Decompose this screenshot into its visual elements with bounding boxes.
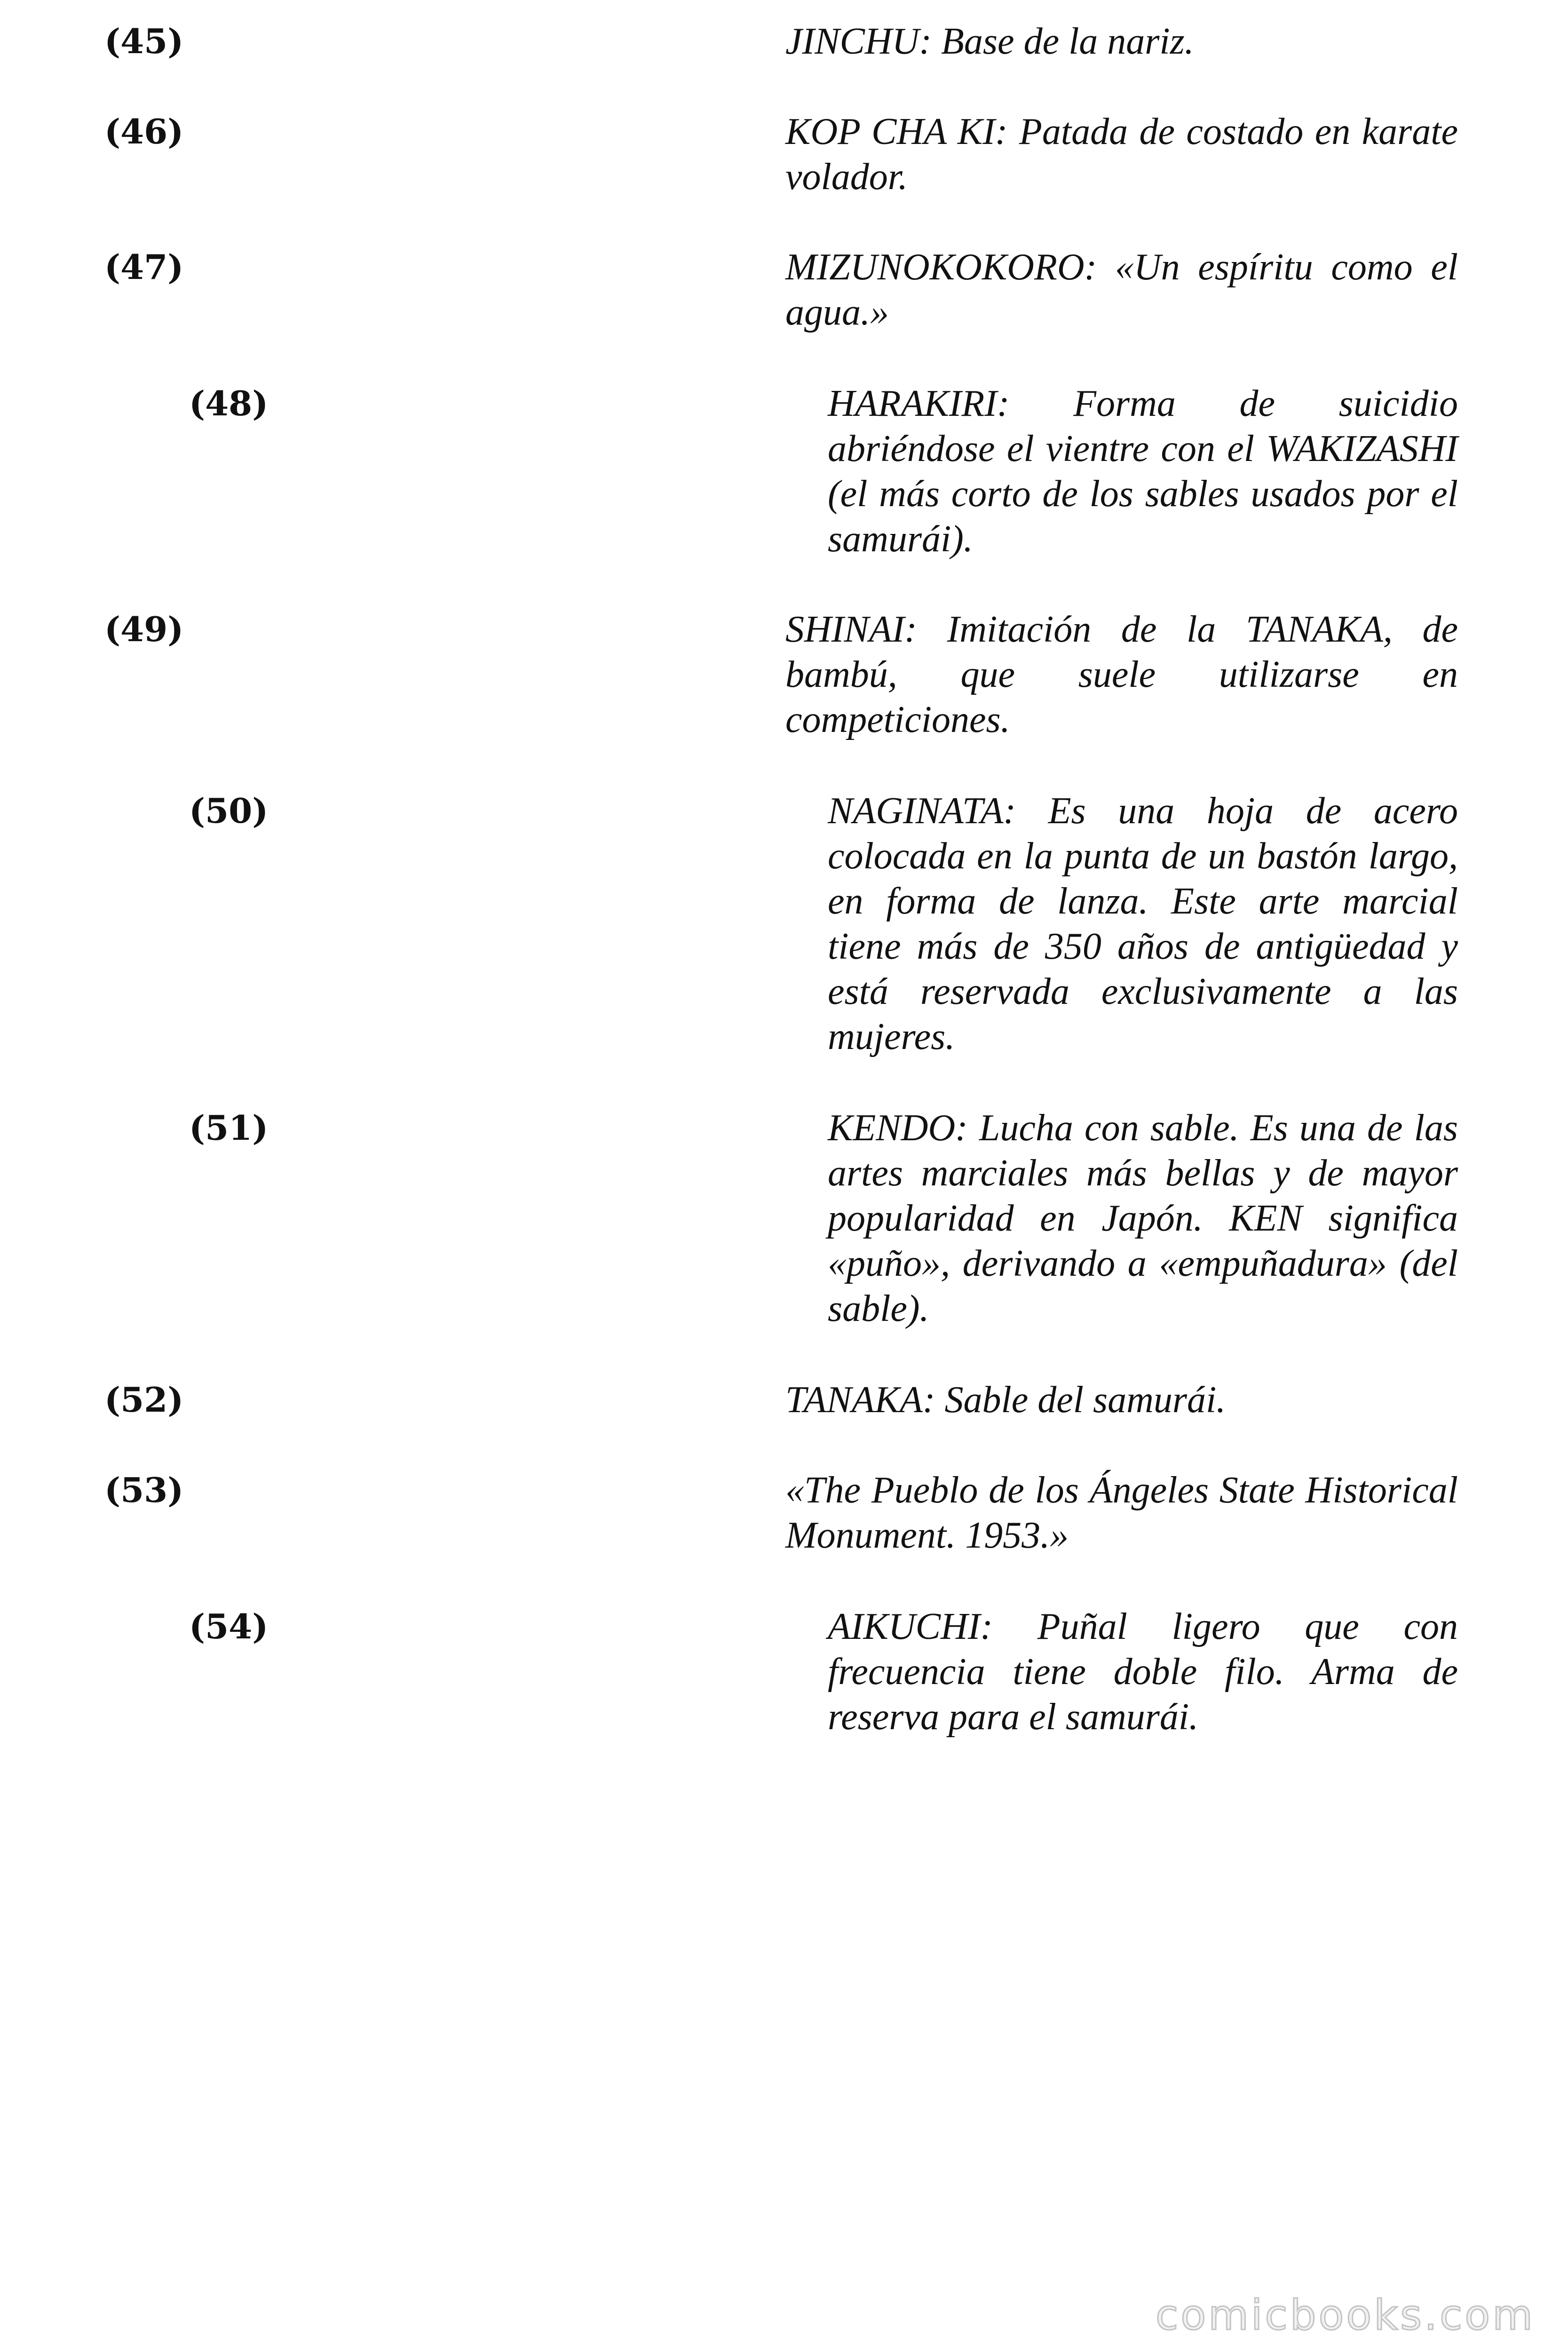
note-definition: HARAKIRI: Forma de suicidio abriéndose el vientre con el WAKIZASHI (el más corto de los sables usados por el samurái).: [828, 383, 1458, 560]
note-number: (50): [189, 791, 269, 831]
note-definition: NAGINATA: Es una hoja de acero colocada en la punta de un bastón largo, en forma de lanza. Este arte marcial tiene más de 350 años de antigüedad y está reservada exclusivamente a las mujeres.: [828, 790, 1458, 1057]
note-number: (46): [104, 111, 184, 151]
note-number: (48): [189, 383, 269, 423]
note-number: (53): [104, 1470, 184, 1510]
note-number: (54): [189, 1606, 269, 1646]
note-number: (49): [104, 609, 184, 649]
note-definition: TANAKA: Sable del samurái.: [785, 1379, 1226, 1421]
note-definition: «The Pueblo de los Ángeles State Historical Monument. 1953.»: [785, 1470, 1458, 1556]
note-definition: KOP CHA KI: Patada de costado en karate volador.: [785, 111, 1458, 198]
note-definition: JINCHU: Base de la nariz.: [785, 21, 1194, 62]
note-definition: AIKUCHI: Puñal ligero que con frecuencia tiene doble filo. Arma de reserva para el samurái.: [828, 1606, 1458, 1738]
note-definition: SHINAI: Imitación de la TANAKA, de bambú, que suele utilizarse en competiciones.: [785, 609, 1458, 740]
note-number: (45): [104, 21, 184, 61]
note-number: (52): [104, 1380, 184, 1420]
note-definition: MIZUNOKOKORO: «Un espíritu como el agua.»: [785, 246, 1458, 333]
note-number: (47): [104, 247, 184, 287]
watermark: comicbooks.com: [1155, 2291, 1535, 2339]
note-definition: KENDO: Lucha con sable. Es una de las artes marciales más bellas y de mayor popularidad en Japón. KEN significa «puño», derivando a «empuñadura» (del sable).: [828, 1107, 1458, 1329]
note-number: (51): [189, 1108, 269, 1148]
